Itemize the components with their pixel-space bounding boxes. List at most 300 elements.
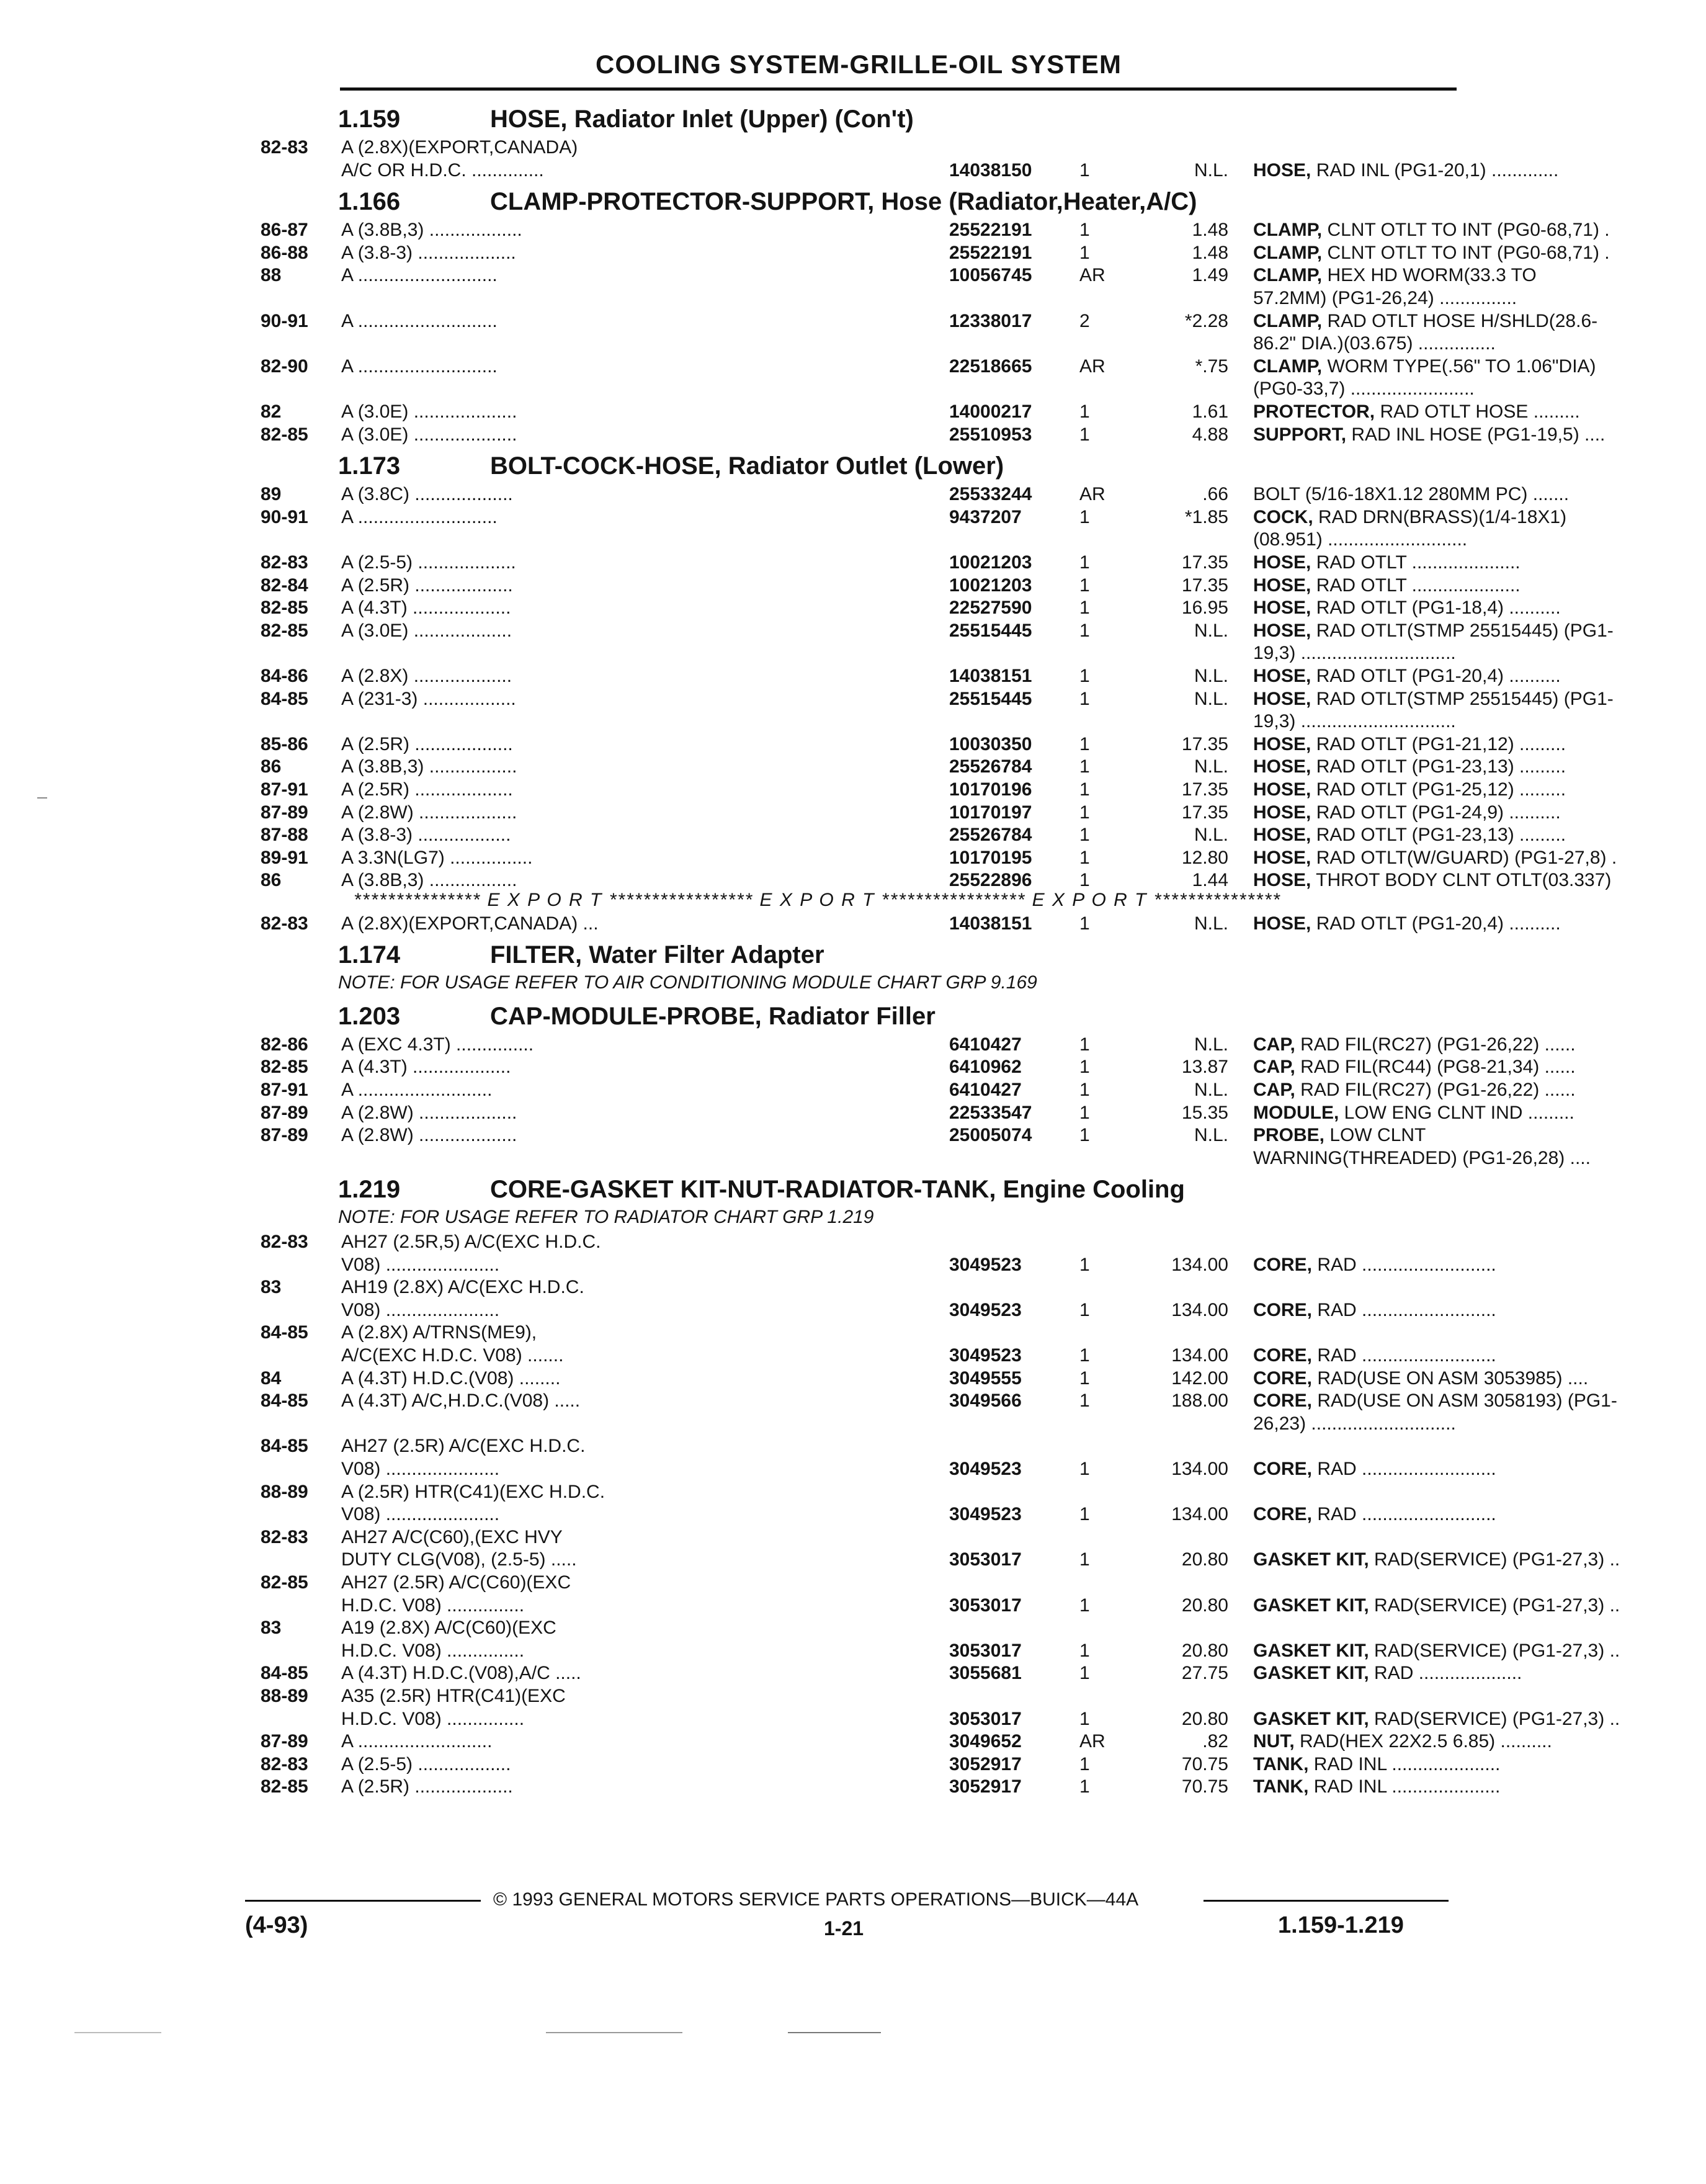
section-title: CAP-MODULE-PROBE, Radiator Filler — [490, 1003, 936, 1030]
usage-text: A (4.3T) H.D.C.(V08) ........ — [341, 1368, 561, 1389]
part-description: (08.951) ........................... — [1253, 529, 1468, 550]
section-title: FILTER, Water Filter Adapter — [490, 941, 824, 969]
quantity: 1 — [1079, 756, 1090, 777]
price: N.L. — [1194, 825, 1228, 845]
price: N.L. — [1194, 1080, 1228, 1100]
part-number: 3049523 — [949, 1504, 1022, 1524]
usage-text: A .......................... — [341, 1080, 493, 1100]
model-years: 86 — [261, 870, 282, 890]
model-years: 90-91 — [261, 507, 308, 527]
usage-text: A .......................... — [341, 1731, 493, 1752]
price: 20.80 — [1181, 1595, 1228, 1616]
list-item — [261, 1034, 1576, 1056]
section-heading — [338, 187, 1455, 217]
part-number: 3049523 — [949, 1345, 1022, 1366]
usage-text: A (3.0E) .................... — [341, 401, 517, 422]
list-item — [261, 1458, 1496, 1480]
list-item — [261, 552, 1521, 574]
part-description: COCK, RAD DRN(BRASS)(1/4-18X1) — [1253, 507, 1567, 527]
price: 17.35 — [1181, 779, 1228, 800]
model-years: 90-91 — [261, 311, 308, 331]
quantity: 1 — [1079, 1080, 1090, 1100]
usage-text: A (3.8B,3) ................. — [341, 756, 517, 777]
list-item — [261, 287, 1517, 310]
part-description: CORE, RAD(USE ON ASM 3053985) .... — [1253, 1368, 1589, 1389]
usage-text: A (2.8X) A/TRNS(ME9), — [341, 1322, 537, 1343]
price: 17.35 — [1181, 552, 1228, 573]
list-item — [261, 1367, 1589, 1390]
quantity: 2 — [1079, 311, 1090, 331]
part-number: 22518665 — [949, 356, 1032, 377]
part-number: 10021203 — [949, 552, 1032, 573]
usage-text: A (3.0E) .................... — [341, 424, 517, 445]
part-description: (PG0-33,7) ........................ — [1253, 378, 1475, 399]
part-number: 6410427 — [949, 1034, 1022, 1055]
quantity: 1 — [1079, 1754, 1090, 1774]
part-description: 57.2MM) (PG1-26,24) ............... — [1253, 288, 1517, 308]
quantity: 1 — [1079, 1640, 1090, 1661]
model-years: 86 — [261, 756, 282, 777]
part-description: GASKET KIT, RAD(SERVICE) (PG1-27,3) .. — [1253, 1709, 1620, 1729]
model-years: 88-89 — [261, 1686, 308, 1706]
quantity: 1 — [1079, 1663, 1090, 1683]
model-years: 88-89 — [261, 1482, 308, 1502]
model-years: 82-85 — [261, 597, 308, 618]
part-description: CORE, RAD .......................... — [1253, 1300, 1496, 1320]
part-description: WARNING(THREADED) (PG1-26,28) .... — [1253, 1148, 1591, 1168]
price: 134.00 — [1171, 1300, 1228, 1320]
list-item — [261, 242, 1610, 264]
part-description: HOSE, THROT BODY CLNT OTLT(03.337) — [1253, 870, 1612, 890]
price: *1.85 — [1184, 507, 1228, 527]
part-description: HOSE, RAD OTLT (PG1-18,4) .......... — [1253, 597, 1561, 618]
part-number: 22527590 — [949, 597, 1032, 618]
part-description: HOSE, RAD OTLT (PG1-24,9) .......... — [1253, 802, 1561, 823]
part-description: 26,23) ............................ — [1253, 1413, 1456, 1434]
usage-text: A (3.0E) ................... — [341, 620, 512, 641]
model-years: 87-89 — [261, 802, 308, 823]
usage-text: A (2.8W) ................... — [341, 802, 517, 823]
list-item — [261, 1345, 1496, 1367]
part-number: 3053017 — [949, 1709, 1022, 1729]
part-description: 86.2" DIA.)(03.675) ............... — [1253, 333, 1496, 354]
quantity: AR — [1079, 265, 1105, 285]
part-number: 6410962 — [949, 1057, 1022, 1077]
part-description: HOSE, RAD INL (PG1-20,1) ............. — [1253, 160, 1559, 181]
usage-text: A19 (2.8X) A/C(C60)(EXC — [341, 1618, 556, 1638]
part-number: 25526784 — [949, 756, 1032, 777]
list-item — [261, 779, 1566, 801]
usage-text: A (2.8X)(EXPORT,CANADA) — [341, 137, 578, 158]
section-note: NOTE: FOR USAGE REFER TO AIR CONDITIONING MODULE CHART GRP 9.169 — [338, 972, 1037, 993]
price: *.75 — [1195, 356, 1228, 377]
list-item — [261, 1640, 1620, 1662]
price: 16.95 — [1181, 597, 1228, 618]
price: 70.75 — [1181, 1754, 1228, 1774]
usage-text: A (EXC 4.3T) ............... — [341, 1034, 534, 1055]
model-years: 82-85 — [261, 1572, 308, 1593]
model-years: 82-83 — [261, 552, 308, 573]
section-heading — [338, 940, 1455, 970]
list-item — [261, 1147, 1591, 1170]
list-item — [261, 1617, 1458, 1639]
copyright-notice: © 1993 GENERAL MOTORS SERVICE PARTS OPERATIONS—BUICK—44A — [493, 1889, 1139, 1910]
part-description: HOSE, RAD OTLT (PG1-21,12) ......... — [1253, 734, 1566, 754]
usage-text: A (4.3T) ................... — [341, 1057, 511, 1077]
part-description: CORE, RAD .......................... — [1253, 1345, 1496, 1366]
quantity: 1 — [1079, 552, 1090, 573]
list-item — [261, 529, 1468, 551]
model-years: 89 — [261, 484, 282, 504]
part-number: 25515445 — [949, 620, 1032, 641]
part-number: 25526784 — [949, 825, 1032, 845]
usage-text: A ........................... — [341, 356, 498, 377]
quantity: 1 — [1079, 160, 1090, 181]
model-years: 82-86 — [261, 1034, 308, 1055]
price: 17.35 — [1181, 575, 1228, 596]
part-description: GASKET KIT, RAD(SERVICE) (PG1-27,3) .. — [1253, 1549, 1620, 1570]
list-item — [261, 483, 1570, 506]
price: 134.00 — [1171, 1504, 1228, 1524]
usage-text: A (4.3T) H.D.C.(V08),A/C ..... — [341, 1663, 581, 1683]
model-years: 82-83 — [261, 1754, 308, 1774]
usage-text: A (2.5R) ................... — [341, 1776, 513, 1797]
usage-text: A (2.8W) ................... — [341, 1125, 517, 1145]
quantity: 1 — [1079, 1709, 1090, 1729]
part-number: 3052917 — [949, 1754, 1022, 1774]
part-number: 10170197 — [949, 802, 1032, 823]
model-years: 82-83 — [261, 913, 308, 934]
part-description: CAP, RAD FIL(RC27) (PG1-26,22) ...... — [1253, 1080, 1576, 1100]
list-item — [261, 1730, 1552, 1753]
list-item — [261, 1595, 1620, 1617]
usage-text: A/C(EXC H.D.C. V08) ....... — [341, 1345, 564, 1366]
quantity: 1 — [1079, 1368, 1090, 1389]
model-years: 82-85 — [261, 424, 308, 445]
usage-text: A35 (2.5R) HTR(C41)(EXC — [341, 1686, 566, 1706]
price: N.L. — [1194, 913, 1228, 934]
part-description: PROTECTOR, RAD OTLT HOSE ......... — [1253, 401, 1580, 422]
part-description: 19,3) .............................. — [1253, 711, 1456, 732]
quantity: 1 — [1079, 1549, 1090, 1570]
price: 134.00 — [1171, 1459, 1228, 1479]
list-item — [261, 264, 1537, 287]
list-item — [261, 688, 1614, 710]
part-description: CLAMP, CLNT OTLT TO INT (PG0-68,71) . — [1253, 243, 1610, 263]
list-item — [261, 378, 1475, 400]
price: 1.49 — [1192, 265, 1228, 285]
usage-text: A 3.3N(LG7) ................ — [341, 848, 533, 868]
section-number: 1.203 — [338, 1003, 401, 1030]
section-number: 1.159 — [338, 105, 401, 133]
usage-text: H.D.C. V08) ............... — [341, 1640, 525, 1661]
part-description: 19,3) .............................. — [1253, 643, 1456, 663]
price: N.L. — [1194, 666, 1228, 686]
part-number: 14038151 — [949, 913, 1032, 934]
price: 15.35 — [1181, 1103, 1228, 1123]
usage-text: A ........................... — [341, 265, 498, 285]
part-description: CORE, RAD(USE ON ASM 3058193) (PG1- — [1253, 1390, 1617, 1411]
price: .82 — [1202, 1731, 1228, 1752]
part-description: HOSE, RAD OTLT ..................... — [1253, 575, 1521, 596]
part-number: 9437207 — [949, 507, 1022, 527]
part-description: GASKET KIT, RAD(SERVICE) (PG1-27,3) .. — [1253, 1595, 1620, 1616]
part-number: 25533244 — [949, 484, 1032, 504]
price: N.L. — [1194, 689, 1228, 709]
list-item — [261, 1435, 1458, 1457]
part-description: CAP, RAD FIL(RC44) (PG8-21,34) ...... — [1253, 1057, 1576, 1077]
model-years: 87-89 — [261, 1731, 308, 1752]
model-years: 82-83 — [261, 1232, 308, 1252]
quantity: 1 — [1079, 1459, 1090, 1479]
part-number: 3052917 — [949, 1776, 1022, 1797]
export-banner: *************** E X P O R T ***************** E X P O R T ***************** E X P O R T *************** — [354, 890, 1281, 910]
quantity: 1 — [1079, 575, 1090, 596]
section-note: NOTE: FOR USAGE REFER TO RADIATOR CHART GRP 1.219 — [338, 1207, 874, 1227]
price: 188.00 — [1171, 1390, 1228, 1411]
usage-text: DUTY CLG(V08), (2.5-5) ..... — [341, 1549, 577, 1570]
part-number: 10170196 — [949, 779, 1032, 800]
quantity: 1 — [1079, 597, 1090, 618]
list-item — [261, 756, 1566, 778]
quantity: AR — [1079, 484, 1105, 504]
model-years: 82-85 — [261, 1057, 308, 1077]
list-item — [261, 1685, 1458, 1707]
part-number: 14038150 — [949, 160, 1032, 181]
list-item — [261, 1662, 1522, 1685]
model-years: 87-88 — [261, 825, 308, 845]
quantity: 1 — [1079, 779, 1090, 800]
usage-text: A (2.8W) ................... — [341, 1103, 517, 1123]
part-description: TANK, RAD INL ..................... — [1253, 1754, 1501, 1774]
quantity: 1 — [1079, 243, 1090, 263]
model-years: 85-86 — [261, 734, 308, 754]
part-number: 10030350 — [949, 734, 1032, 754]
header-rule — [340, 87, 1457, 91]
usage-text: A (2.5R) HTR(C41)(EXC H.D.C. — [341, 1482, 605, 1502]
quantity: 1 — [1079, 1034, 1090, 1055]
price: 17.35 — [1181, 802, 1228, 823]
usage-text: A (2.8X)(EXPORT,CANADA) ... — [341, 913, 599, 934]
part-description: GASKET KIT, RAD(SERVICE) (PG1-27,3) .. — [1253, 1640, 1620, 1661]
usage-text: V08) ...................... — [341, 1504, 500, 1524]
list-item — [261, 1056, 1576, 1078]
list-item — [261, 310, 1598, 333]
part-description: CLAMP, RAD OTLT HOSE H/SHLD(28.6- — [1253, 311, 1598, 331]
section-heading — [338, 104, 1455, 134]
list-item — [261, 1231, 1458, 1253]
part-description: NUT, RAD(HEX 22X2.5 6.85) .......... — [1253, 1731, 1552, 1752]
part-number: 3049523 — [949, 1255, 1022, 1275]
list-item — [261, 1079, 1576, 1101]
list-item — [261, 1572, 1458, 1594]
list-item — [261, 1124, 1458, 1147]
quantity: 1 — [1079, 1103, 1090, 1123]
part-description: HOSE, RAD OTLT (PG1-20,4) .......... — [1253, 666, 1561, 686]
usage-text: A ........................... — [341, 507, 498, 527]
usage-text: A ........................... — [341, 311, 498, 331]
list-item — [261, 710, 1458, 733]
part-number: 12338017 — [949, 311, 1032, 331]
part-description: CLAMP, HEX HD WORM(33.3 TO — [1253, 265, 1537, 285]
quantity: 1 — [1079, 1776, 1090, 1797]
quantity: 1 — [1079, 1595, 1090, 1616]
section-number: 1.174 — [338, 941, 401, 969]
price: N.L. — [1194, 1034, 1228, 1055]
usage-text: H.D.C. V08) ............... — [341, 1595, 525, 1616]
price: 13.87 — [1181, 1057, 1228, 1077]
page-header-title: COOLING SYSTEM-GRILLE-OIL SYSTEM — [596, 50, 1122, 79]
part-number: 3049566 — [949, 1390, 1022, 1411]
quantity: 1 — [1079, 1345, 1090, 1366]
part-number: 3053017 — [949, 1640, 1022, 1661]
quantity: AR — [1079, 1731, 1105, 1752]
part-description: CORE, RAD .......................... — [1253, 1255, 1496, 1275]
section-heading — [338, 451, 1455, 481]
list-item — [261, 1776, 1501, 1798]
model-years: 84-86 — [261, 666, 308, 686]
part-number: 10021203 — [949, 575, 1032, 596]
footer-rule-left — [245, 1900, 481, 1902]
model-years: 82-90 — [261, 356, 308, 377]
model-years: 87-89 — [261, 1125, 308, 1145]
quantity: 1 — [1079, 825, 1090, 845]
model-years: 82-84 — [261, 575, 308, 596]
model-years: 83 — [261, 1618, 282, 1638]
model-years: 86-87 — [261, 220, 308, 240]
part-number: 22533547 — [949, 1103, 1032, 1123]
part-number: 25522191 — [949, 220, 1032, 240]
quantity: 1 — [1079, 848, 1090, 868]
section-number: 1.166 — [338, 188, 401, 215]
list-item — [261, 1322, 1458, 1344]
list-item — [261, 219, 1610, 241]
usage-text: A (2.5R) ................... — [341, 575, 513, 596]
list-item — [261, 1549, 1620, 1571]
model-years: 84 — [261, 1368, 282, 1389]
scan-artifact — [37, 797, 47, 799]
usage-text: A (2.5R) ................... — [341, 779, 513, 800]
part-number: 25522191 — [949, 243, 1032, 263]
list-item — [261, 620, 1614, 642]
model-years: 84-85 — [261, 689, 308, 709]
list-item — [261, 733, 1566, 756]
part-number: 25522896 — [949, 870, 1032, 890]
part-description: HOSE, RAD OTLT (PG1-23,13) ......... — [1253, 756, 1566, 777]
list-item — [261, 1413, 1458, 1435]
quantity: 1 — [1079, 424, 1090, 445]
price: 20.80 — [1181, 1640, 1228, 1661]
quantity: 1 — [1079, 666, 1090, 686]
part-number: 10056745 — [949, 265, 1032, 285]
usage-text: A (231-3) .................. — [341, 689, 516, 709]
part-number: 3049555 — [949, 1368, 1022, 1389]
list-item — [261, 1390, 1617, 1412]
list-item — [261, 1526, 1458, 1549]
part-number: 25510953 — [949, 424, 1032, 445]
list-item — [261, 1102, 1574, 1124]
part-description: HOSE, RAD OTLT(W/GUARD) (PG1-27,8) . — [1253, 848, 1617, 868]
scan-artifact — [546, 2032, 682, 2033]
section-heading — [338, 1001, 1455, 1031]
quantity: 1 — [1079, 1504, 1090, 1524]
list-item — [261, 1299, 1496, 1322]
list-item — [261, 642, 1458, 665]
list-item — [261, 1254, 1496, 1276]
part-description: HOSE, RAD OTLT(STMP 25515445) (PG1- — [1253, 620, 1614, 641]
price: N.L. — [1194, 756, 1228, 777]
list-item — [261, 136, 1458, 159]
usage-text: AH27 (2.5R) A/C(C60)(EXC — [341, 1572, 571, 1593]
model-years: 87-91 — [261, 1080, 308, 1100]
list-item — [261, 913, 1561, 935]
model-years: 82-85 — [261, 1776, 308, 1797]
price: 27.75 — [1181, 1663, 1228, 1683]
part-number: 14038151 — [949, 666, 1032, 686]
quantity: 1 — [1079, 802, 1090, 823]
part-number: 25005074 — [949, 1125, 1032, 1145]
model-years: 88 — [261, 265, 282, 285]
quantity: AR — [1079, 356, 1105, 377]
price: 134.00 — [1171, 1345, 1228, 1366]
part-description: HOSE, RAD OTLT ..................... — [1253, 552, 1521, 573]
list-item — [261, 1503, 1496, 1526]
model-years: 84-85 — [261, 1322, 308, 1343]
list-item — [261, 424, 1606, 446]
part-description: GASKET KIT, RAD .................... — [1253, 1663, 1522, 1683]
model-years: 87-89 — [261, 1103, 308, 1123]
part-description: HOSE, RAD OTLT (PG1-25,12) ......... — [1253, 779, 1566, 800]
section-title: CORE-GASKET KIT-NUT-RADIATOR-TANK, Engine Cooling — [490, 1176, 1185, 1203]
part-number: 10170195 — [949, 848, 1032, 868]
part-description: BOLT (5/16-18X1.12 280MM PC) ....... — [1253, 484, 1570, 504]
model-years: 82-83 — [261, 1527, 308, 1547]
usage-text: A/C OR H.D.C. .............. — [341, 160, 544, 181]
part-number: 25515445 — [949, 689, 1032, 709]
quantity: 1 — [1079, 507, 1090, 527]
part-number: 3053017 — [949, 1549, 1022, 1570]
usage-text: A (2.5R) ................... — [341, 734, 513, 754]
usage-text: AH27 (2.5R,5) A/C(EXC H.D.C. — [341, 1232, 601, 1252]
section-number: 1.173 — [338, 452, 401, 480]
usage-text: A (3.8-3) .................. — [341, 825, 511, 845]
footer-group-range: 1.159-1.219 — [1278, 1912, 1404, 1938]
part-number: 3049652 — [949, 1731, 1022, 1752]
list-item — [261, 1276, 1458, 1299]
usage-text: AH19 (2.8X) A/C(EXC H.D.C. — [341, 1277, 584, 1297]
price: 134.00 — [1171, 1255, 1228, 1275]
price: 12.80 — [1181, 848, 1228, 868]
usage-text: A (4.3T) A/C,H.D.C.(V08) ..... — [341, 1390, 581, 1411]
model-years: 84-85 — [261, 1390, 308, 1411]
usage-text: A (2.8X) ................... — [341, 666, 512, 686]
part-number: 3053017 — [949, 1595, 1022, 1616]
part-description: CLAMP, WORM TYPE(.56" TO 1.06"DIA) — [1253, 356, 1596, 377]
model-years: 82 — [261, 401, 282, 422]
quantity: 1 — [1079, 401, 1090, 422]
part-description: CLAMP, CLNT OTLT TO INT (PG0-68,71) . — [1253, 220, 1610, 240]
quantity: 1 — [1079, 1057, 1090, 1077]
section-number: 1.219 — [338, 1176, 401, 1203]
quantity: 1 — [1079, 870, 1090, 890]
quantity: 1 — [1079, 1125, 1090, 1145]
model-years: 82-85 — [261, 620, 308, 641]
list-item — [261, 401, 1580, 423]
list-item — [261, 159, 1559, 182]
scan-artifact — [788, 2032, 881, 2033]
list-item — [261, 847, 1617, 869]
model-years: 84-85 — [261, 1436, 308, 1456]
